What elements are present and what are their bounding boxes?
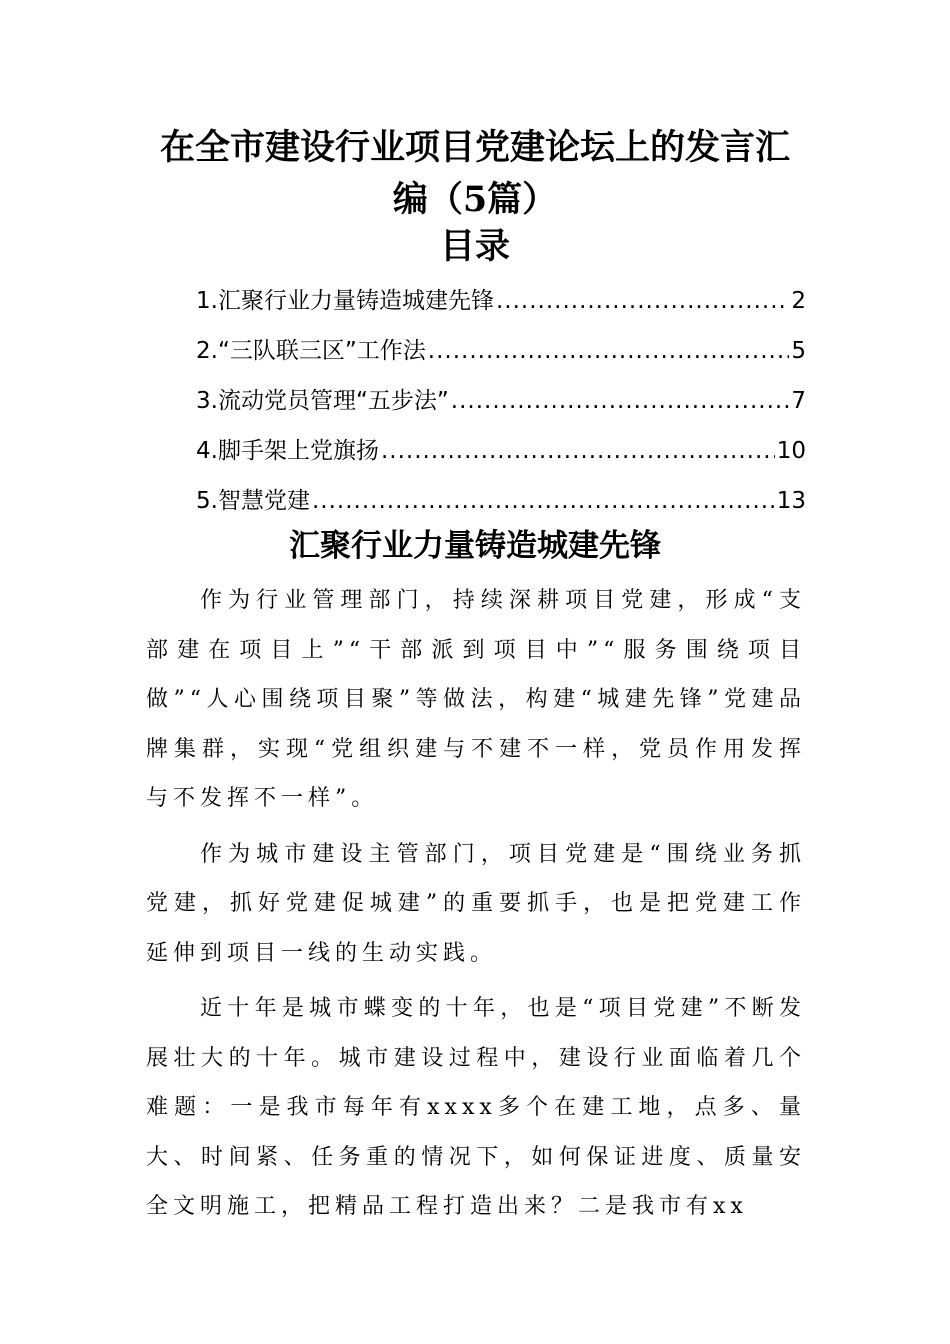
section-body <box>146 576 806 1238</box>
toc-entry-label: 5.智慧党建 <box>196 488 310 514</box>
toc-dot-leader <box>496 276 789 326</box>
toc-page-number: 5 <box>791 338 806 364</box>
toc-page-number: 13 <box>776 488 806 514</box>
table-of-contents <box>196 276 806 526</box>
toc-page-number: 10 <box>776 438 806 464</box>
toc-dot-leader <box>381 426 775 476</box>
toc-entry-3[interactable] <box>196 376 806 426</box>
toc-dot-leader <box>451 376 790 426</box>
document-title: 在全市建设行业项目党建论坛上的发言汇编（5篇） <box>159 127 790 220</box>
toc-entry-2[interactable] <box>196 326 806 376</box>
body-paragraph-3: 近十年是城市蝶变的十年，也是“项目党建”不断发展壮大的十年。城市建设过程中，建设行业面临着几个难题：一是我市每年有xxxx多个在建工地，点多、量大、时间紧、任务重的情况下，如何保证进度、质量安全文明施工，把精品工程打造出来？二是我市有xx <box>146 996 806 1219</box>
toc-entry-label: 2.“三队联三区”工作法 <box>196 338 426 364</box>
toc-page-number: 7 <box>791 388 806 414</box>
toc-dot-leader <box>428 326 790 376</box>
toc-entry-label: 3.流动党员管理“五步法” <box>196 388 449 414</box>
toc-entry-label: 1.汇聚行业力量铸造城建先锋 <box>196 288 494 314</box>
section-title: 汇聚行业力量铸造城建先锋 <box>289 528 661 564</box>
toc-entry-label: 4.脚手架上党旗扬 <box>196 438 379 464</box>
toc-heading: 目录 <box>439 226 510 267</box>
body-paragraph-2: 作为城市建设主管部门，项目党建是“围绕业务抓党建，抓好党建促城建”的重要抓手，也是把党建工作延伸到项目一线的生动实践。 <box>146 841 806 966</box>
toc-entry-5[interactable] <box>196 476 806 526</box>
toc-dot-leader <box>312 476 775 526</box>
toc-entry-1[interactable] <box>196 276 806 326</box>
toc-page-number: 2 <box>791 288 806 314</box>
body-paragraph-1: 作为行业管理部门，持续深耕项目党建，形成“支部建在项目上”“干部派到项目中”“服务围绕项目做”“人心围绕项目聚”等做法，构建“城建先锋”党建品牌集群，实现“党组织建与不建不一样，党员作用发挥与不发挥不一样”。 <box>146 588 806 811</box>
toc-entry-4[interactable] <box>196 426 806 476</box>
